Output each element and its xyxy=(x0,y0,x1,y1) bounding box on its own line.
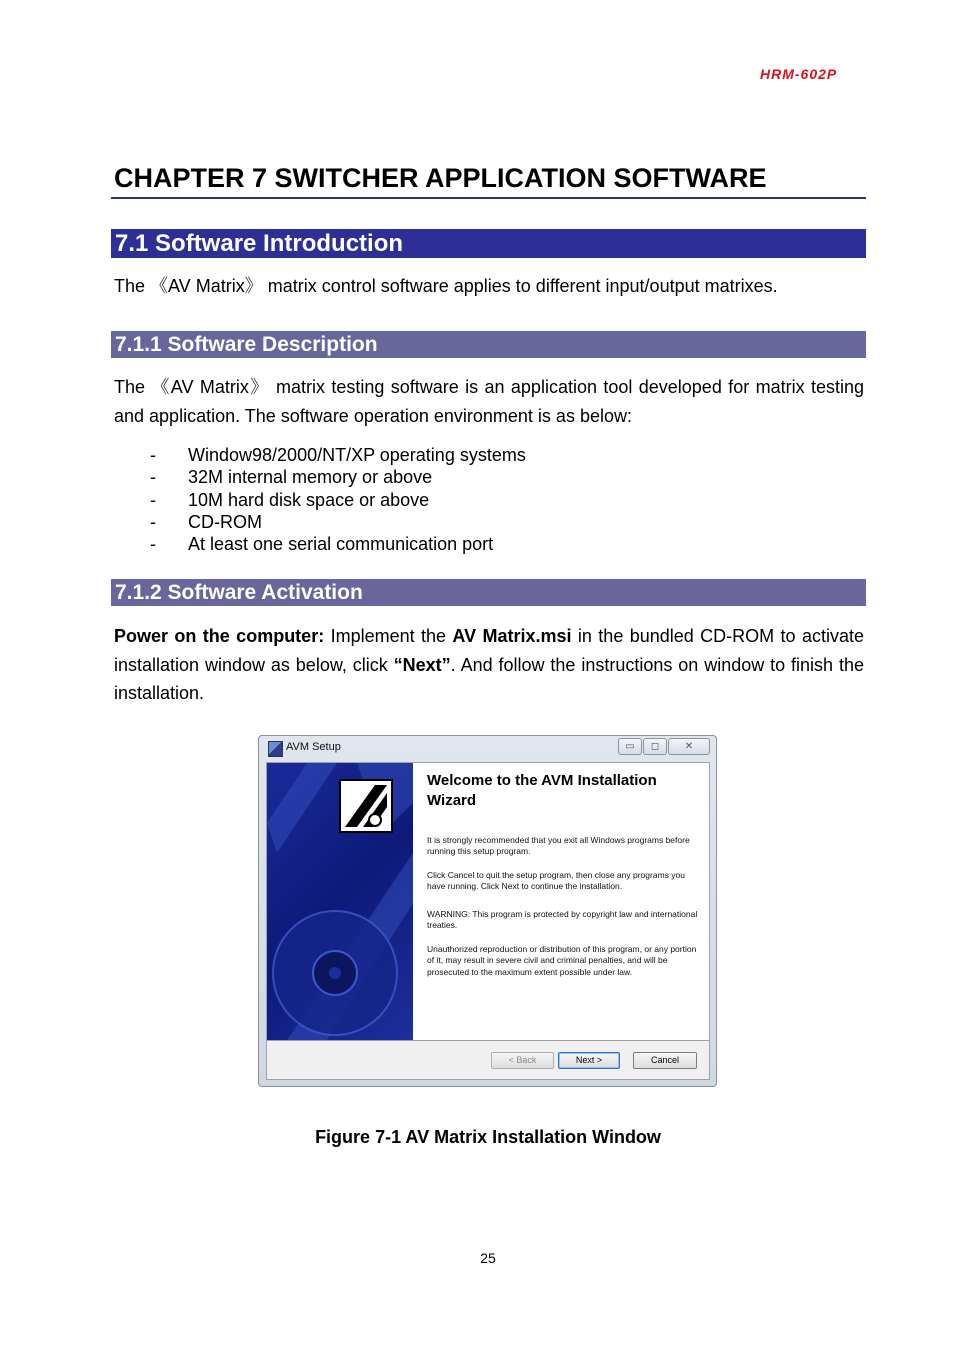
section-7-1-1-text: The 《AV Matrix》 matrix testing software is an application tool developed for matrix testing and application. The software operation environment is as below: xyxy=(114,377,864,426)
wizard-content xyxy=(413,763,709,1040)
bullet-dash: - xyxy=(150,534,156,555)
list-item xyxy=(150,444,526,466)
setup-window-screenshot xyxy=(258,735,717,1087)
model-header: HRM-602P xyxy=(760,66,838,82)
text-run: in the bundled CD-ROM to activate installation window as below, click xyxy=(114,626,864,675)
section-heading-7-1: 7.1 Software Introduction xyxy=(111,229,866,258)
section-heading-7-1-1: 7.1.1 Software Description xyxy=(111,331,866,358)
wizard-paragraph: Click Cancel to quit the setup program, then close any programs you have running. Click Next to continue the installation. xyxy=(427,870,685,892)
file-name: AV Matrix.msi xyxy=(452,626,572,646)
list-item-text: Window98/2000/NT/XP operating systems xyxy=(188,445,526,465)
wizard-heading: Welcome to the AVM Installation Wizard xyxy=(427,772,657,809)
list-item-text: CD-ROM xyxy=(188,511,262,532)
section-7-1-text: The 《AV Matrix》 matrix control software applies to different input/output matrixes. xyxy=(114,276,778,296)
section-heading-7-1-2: 7.1.2 Software Activation xyxy=(111,579,866,606)
list-item xyxy=(150,511,526,533)
wizard-separator xyxy=(267,1040,709,1041)
next-button[interactable]: Next > xyxy=(558,1052,620,1069)
maximize-icon[interactable]: ◻ xyxy=(643,738,667,755)
back-button[interactable]: < Back xyxy=(491,1052,554,1069)
text-run: . And follow the instructions on window to finish the installation. xyxy=(114,654,864,703)
requirements-list xyxy=(150,444,526,555)
list-item xyxy=(150,489,526,511)
product-logo-icon xyxy=(340,780,392,832)
list-item-text: At least one serial communication port xyxy=(188,534,494,555)
list-item-text: 32M internal memory or above xyxy=(188,467,433,488)
installer-icon xyxy=(268,741,283,757)
bullet-dash: - xyxy=(150,445,156,465)
cancel-button[interactable]: Cancel xyxy=(633,1052,697,1069)
chapter-rule xyxy=(111,197,866,199)
lead-bold: Power on the computer: xyxy=(114,626,325,646)
wizard-paragraph: WARNING: This program is protected by copyright law and international treaties. xyxy=(427,909,698,931)
window-title: AVM Setup xyxy=(286,741,341,753)
bullet-dash: - xyxy=(150,489,156,510)
figure-caption: Figure 7-1 AV Matrix Installation Window xyxy=(315,1127,661,1147)
section-7-1-2-text xyxy=(114,622,864,708)
minimize-icon[interactable]: ▭ xyxy=(618,738,642,755)
window-controls xyxy=(617,738,710,755)
page-number: 25 xyxy=(480,1250,496,1266)
list-item xyxy=(150,533,526,555)
close-icon[interactable]: ✕ xyxy=(668,738,710,755)
wizard-paragraph: It is strongly recommended that you exit all Windows programs before running this setup program. xyxy=(427,835,690,857)
window-titlebar xyxy=(259,736,716,760)
bullet-dash: - xyxy=(150,467,156,488)
bullet-dash: - xyxy=(150,511,156,532)
wizard-banner xyxy=(267,763,413,1040)
list-item-text: 10M hard disk space or above xyxy=(188,489,430,510)
chapter-title: CHAPTER 7 SWITCHER APPLICATION SOFTWARE xyxy=(114,163,767,193)
list-item xyxy=(150,466,526,488)
wizard-client xyxy=(266,762,710,1080)
next-emphasis: “Next” xyxy=(393,654,451,675)
banner-art xyxy=(267,763,413,1040)
wizard-paragraph: Unauthorized reproduction or distribution of this program, or any portion of it, may result in severe civil and criminal penalties, and will be prosecuted to the maximum extent possible under law. xyxy=(427,944,697,977)
text-run: Implement the xyxy=(324,626,453,646)
